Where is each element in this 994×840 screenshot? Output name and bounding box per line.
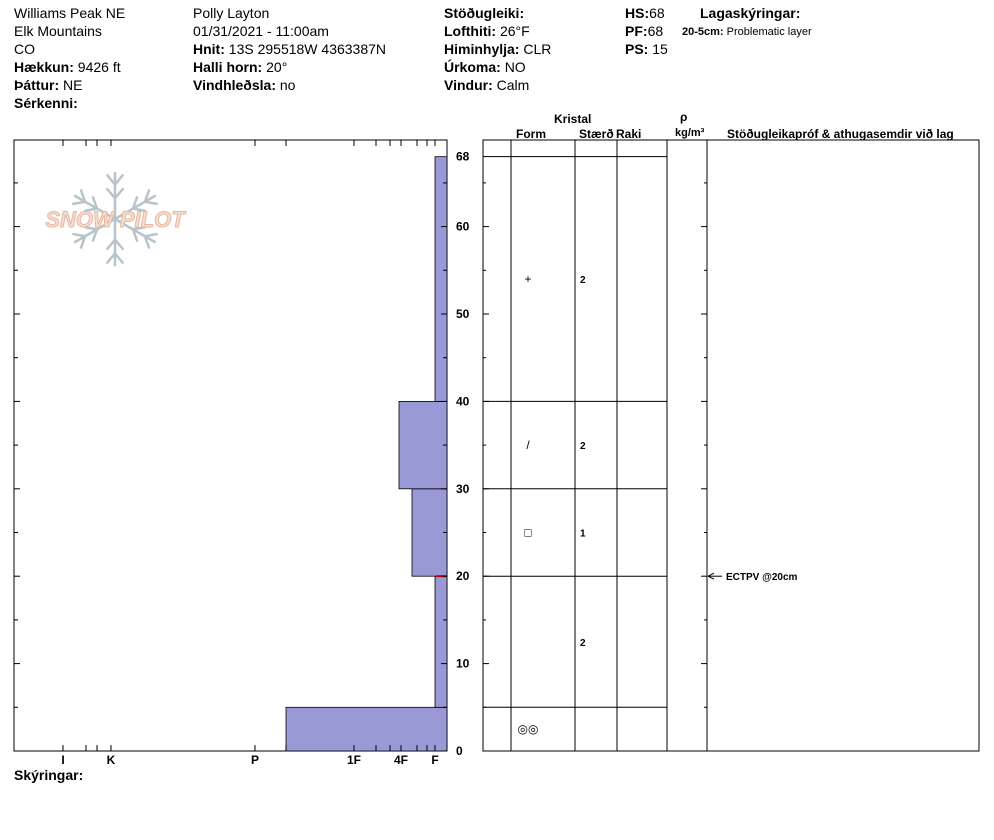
hardness-bar	[412, 489, 447, 576]
test-result: ECTPV @20cm	[726, 572, 798, 584]
mountain-range: Elk Mountains	[14, 23, 102, 39]
crystal-form: □	[524, 525, 532, 540]
coords-label: Hnit:	[193, 41, 225, 57]
observer-name: Polly Layton	[193, 5, 270, 21]
sky-label: Himinhylja:	[444, 41, 520, 57]
coords-value: 13S 295518W 4363387N	[228, 41, 387, 57]
y-tick-label: 30	[456, 481, 470, 496]
x-tick-label: K	[106, 753, 116, 767]
y-tick-label: 68	[456, 149, 470, 164]
crystal-form: /	[526, 438, 530, 453]
layer-table	[483, 140, 979, 751]
hs-label: HS:	[625, 5, 650, 21]
layer-legend-title: Lagaskýringar:	[700, 5, 801, 21]
air-temp-label: Lofthiti:	[444, 23, 497, 39]
crystal-size: 2	[580, 275, 586, 287]
y-tick-label: 10	[456, 656, 470, 671]
logo-flake-branch	[73, 234, 85, 236]
crystal-form: ◎◎	[517, 722, 539, 737]
table-frame	[483, 140, 979, 751]
hardness-bar	[435, 157, 447, 402]
hardness-bar	[399, 401, 447, 488]
hardness-bar	[435, 576, 447, 707]
ps-value: 15	[652, 41, 668, 57]
logo-flake-branch	[73, 202, 85, 204]
density-symbol: ρ	[680, 110, 688, 124]
elevation-label: Hækkun:	[14, 59, 74, 75]
y-tick-label: 60	[456, 219, 470, 234]
form-header: Form	[516, 127, 546, 141]
wind-loading-value: no	[279, 77, 296, 93]
stability-label: Stöðugleiki:	[444, 5, 525, 21]
location-name: Williams Peak NE	[14, 5, 126, 21]
logo-flake-branch	[145, 234, 157, 236]
tests-header: Stöðugleikapróf & athugasemdir við lag	[727, 127, 954, 141]
pf-label: PF:	[625, 23, 648, 39]
elevation-value: 9426 ft	[77, 59, 121, 75]
legend-range: 20-5cm:	[682, 26, 724, 38]
y-tick-label: 40	[456, 394, 470, 409]
wind-value: Calm	[496, 77, 530, 93]
slope-value: 20°	[266, 59, 288, 75]
sky-value: CLR	[523, 41, 552, 57]
state: CO	[14, 41, 35, 57]
crystal-size: 1	[580, 528, 586, 540]
x-tick-label: F	[431, 753, 439, 767]
aspect-label: Þáttur:	[14, 77, 60, 93]
crystal-header: Kristal	[554, 112, 592, 126]
legend-text: Problematic layer	[726, 26, 812, 38]
ps-label: PS:	[625, 41, 649, 57]
wind-label: Vindur:	[444, 77, 493, 93]
crystal-form: +	[524, 272, 532, 287]
hs-value: 68	[649, 5, 665, 21]
aspect-value: NE	[63, 77, 83, 93]
snowpilot-logo	[45, 173, 186, 265]
hardness-plot	[14, 140, 707, 767]
pf-value: 68	[647, 23, 664, 39]
crystal-size: 2	[580, 637, 586, 649]
features-label: Sérkenni:	[14, 95, 78, 111]
density-unit: kg/m³	[675, 127, 705, 139]
precip-value: NO	[504, 59, 526, 75]
x-tick-label: 1F	[346, 753, 362, 767]
air-temp-value: 26°F	[499, 23, 530, 39]
y-tick-label: 50	[456, 307, 470, 321]
x-tick-label: P	[250, 753, 260, 767]
y-tick-label: 20	[456, 569, 470, 584]
logo-flake-branch	[145, 202, 157, 204]
y-tick-label: 0	[456, 744, 463, 758]
x-tick-label: 4F	[393, 753, 409, 767]
size-header: Stærð	[579, 127, 614, 141]
x-tick-label: I	[61, 753, 65, 767]
precip-label: Úrkoma:	[444, 59, 501, 75]
moisture-header: Raki	[616, 127, 642, 141]
slope-label: Halli horn:	[193, 59, 263, 75]
hardness-bar	[286, 707, 447, 751]
wind-loading-label: Vindhleðsla:	[193, 77, 276, 93]
crystal-size: 2	[580, 441, 586, 453]
svg-text:SNOW PILOT: SNOW PILOT	[45, 207, 185, 232]
observation-datetime: 01/31/2021 - 11:00am	[193, 23, 329, 39]
notes-label: Skýringar:	[14, 767, 84, 783]
